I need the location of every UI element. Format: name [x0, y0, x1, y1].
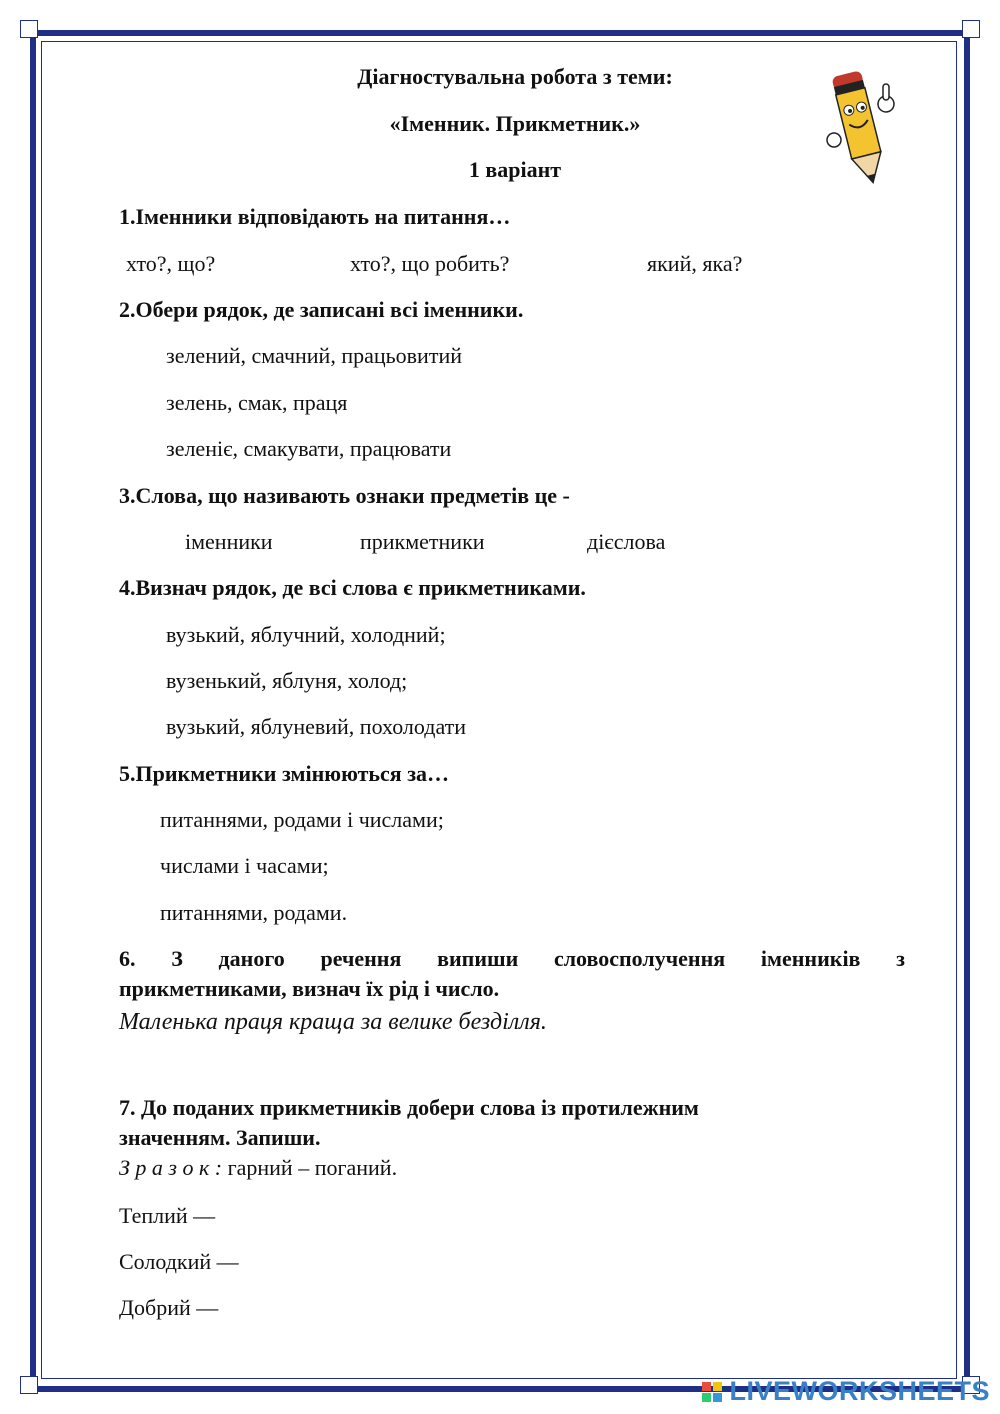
worksheet-title: Діагностувальна робота з теми:: [357, 64, 673, 89]
question-6-line-1: 6. З даного речення випиши словосполучення іменників з: [119, 946, 905, 971]
q4-option-2[interactable]: вузенький, яблуня, холод;: [166, 668, 408, 693]
question-5: 5.Прикметники змінюються за…: [119, 761, 450, 786]
q1-option-3[interactable]: який, яка?: [647, 251, 743, 276]
q1-option-1[interactable]: хто?, що?: [126, 251, 216, 276]
q1-option-2[interactable]: хто?, що робить?: [350, 251, 510, 276]
q7-sample-text: гарний – поганий.: [222, 1155, 398, 1180]
q2-option-1[interactable]: зелений, смачний, працьовитий: [166, 343, 462, 368]
q4-option-1[interactable]: вузький, яблучний, холодний;: [166, 622, 446, 647]
liveworksheets-logo-icon: [701, 1381, 723, 1403]
q3-option-1[interactable]: іменники: [185, 529, 273, 554]
worksheet-variant: 1 варіант: [468, 157, 562, 182]
pencil-mascot-icon: [822, 66, 898, 188]
question-7-line-1: 7. До поданих прикметників добери слова із протилежним: [119, 1095, 699, 1120]
question-1: 1.Іменники відповідають на питання…: [119, 204, 511, 229]
worksheet-topic: «Іменник. Прикметник.»: [389, 111, 641, 136]
question-4: 4.Визнач рядок, де всі слова є прикметниками.: [119, 575, 586, 600]
q7-item-2[interactable]: Солодкий —: [119, 1249, 239, 1274]
q7-item-1[interactable]: Теплий —: [119, 1203, 216, 1228]
corner-ornament: [20, 1376, 38, 1394]
q3-option-2[interactable]: прикметники: [360, 529, 485, 554]
question-6-line-2: прикметниками, визнач їх рід і число.: [119, 976, 500, 1001]
q6-sentence: Маленька праця краща за велике безділля.: [119, 1009, 547, 1035]
q2-option-2[interactable]: зелень, смак, праця: [166, 390, 348, 415]
q3-option-3[interactable]: дієслова: [587, 529, 666, 554]
liveworksheets-watermark: [701, 1376, 990, 1407]
q5-option-3[interactable]: питаннями, родами.: [160, 900, 348, 925]
q5-option-1[interactable]: питаннями, родами і числами;: [160, 807, 444, 832]
corner-ornament: [20, 20, 38, 38]
q7-item-3[interactable]: Добрий —: [119, 1295, 219, 1320]
q4-option-3[interactable]: вузький, яблуневий, похолодати: [166, 714, 467, 739]
corner-ornament: [962, 20, 980, 38]
q7-sample-label: З р а з о к :: [119, 1155, 223, 1180]
q7-sample: [119, 1155, 397, 1181]
q2-option-3[interactable]: зеленіє, смакувати, працювати: [166, 436, 452, 461]
question-7-line-2: значенням. Запиши.: [119, 1125, 321, 1150]
watermark-text: LIVEWORKSHEETS: [729, 1376, 990, 1406]
question-2: 2.Обери рядок, де записані всі іменники.: [119, 297, 524, 322]
q5-option-2[interactable]: числами і часами;: [160, 853, 329, 878]
question-3: 3.Слова, що називають ознаки предметів це -: [119, 483, 570, 508]
